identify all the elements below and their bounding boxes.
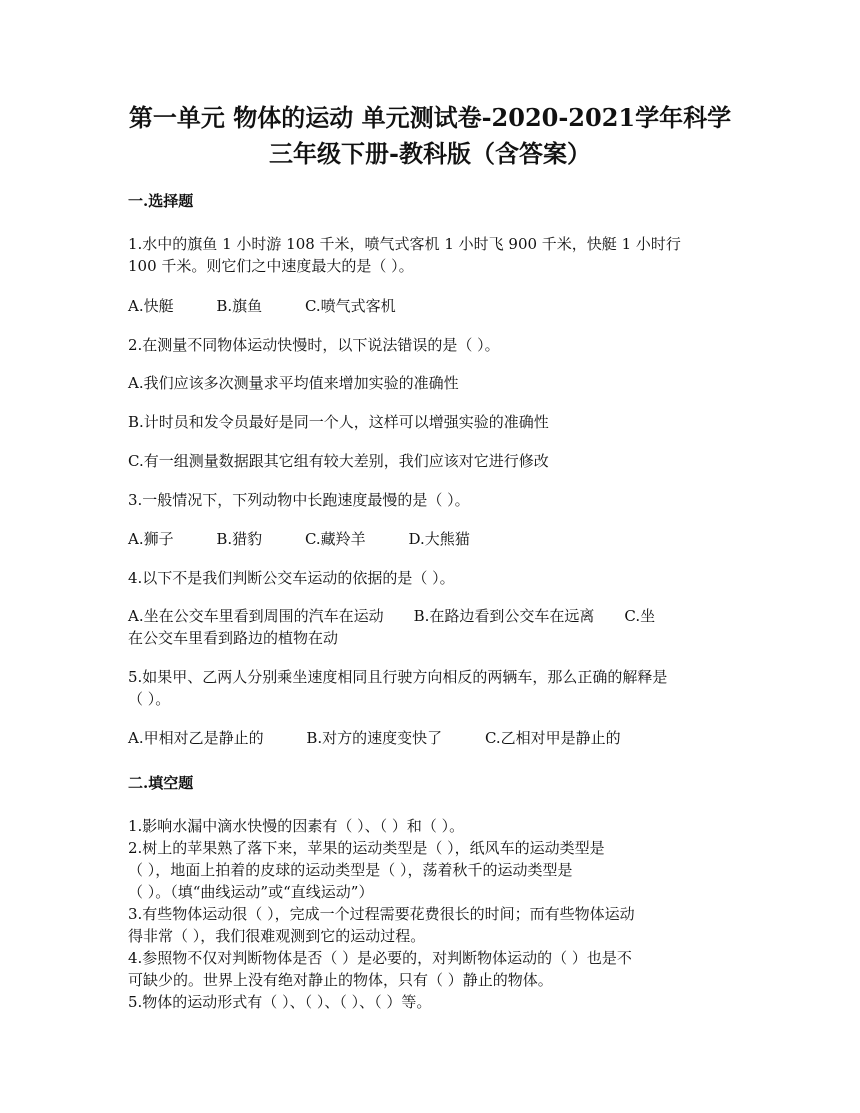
question-5-line-2: （ ）。 (128, 690, 171, 708)
title-line-2: 三年级下册-教科版（含答案） (269, 139, 591, 168)
option-a: A.甲相对乙是静止的 (128, 729, 264, 747)
question-5-options (128, 727, 734, 749)
fill-item-5-line-1: 5.物体的运动形式有（ ）、（ ）、（ ）、（ ）等。 (128, 993, 432, 1011)
fill-item-3-line-2: 得非常（ ），我们很难观测到它的运动过程。 (128, 927, 426, 945)
question-1-line-1: 1.水中的旗鱼 1 小时游 108 千米，喷气式客机 1 小时飞 900 千米，快艇 1 小时行 (128, 235, 681, 253)
option-c: C.喷气式客机 (304, 297, 396, 315)
question-5 (128, 666, 734, 710)
fill-item-4-line-2: 可缺少的。世界上没有绝对静止的物体，只有（ ）静止的物体。 (128, 971, 553, 989)
question-4-options (128, 605, 734, 649)
question-2-option-b: B.计时员和发令员最好是同一个人，这样可以增强实验的准确性 (128, 413, 549, 431)
question-1-line-2: 100 千米。则它们之中速度最大的是（ ）。 (128, 257, 414, 275)
question-1 (128, 233, 734, 277)
option-a: A.狮子 (128, 530, 174, 548)
option-d: D.大熊猫 (408, 530, 470, 548)
document-title (110, 100, 750, 172)
fill-item-2-line-1: 2.树上的苹果熟了落下来，苹果的运动类型是（ ），纸风车的运动类型是 (128, 839, 605, 857)
fill-item-4-line-1: 4.参照物不仅对判断物体是否（ ）是必要的，对判断物体运动的（ ）也是不 (128, 949, 632, 967)
question-4-stem: 4.以下不是我们判断公交车运动的依据的是（ ）。 (128, 569, 455, 587)
option-c: C.乙相对甲是静止的 (484, 729, 621, 747)
section-header-fill-blank: 二.填空题 (128, 774, 194, 792)
option-a: A.快艇 (128, 297, 174, 315)
fill-item-2-line-3: （ ）。（填“曲线运动”或“直线运动”） (128, 883, 374, 901)
option-c: C.藏羚羊 (304, 530, 366, 548)
question-2-option-a: A.我们应该多次测量求平均值来增加实验的准确性 (128, 374, 459, 392)
question-3-options (128, 528, 734, 550)
fill-item-3-line-1: 3.有些物体运动很（ ），完成一个过程需要花费很长的时间；而有些物体运动 (128, 905, 635, 923)
question-1-options (128, 295, 734, 317)
fill-item-1-line-1: 1.影响水漏中滴水快慢的因素有（ ）、（ ）和（ ）。 (128, 817, 465, 835)
fill-blank-list (128, 815, 734, 1013)
option-b: B.猎豹 (216, 530, 263, 548)
question-4-options-line-1: A.坐在公交车里看到周围的汽车在运动 B.在路边看到公交车在远离 C.坐 (128, 607, 656, 625)
title-line-1: 第一单元 物体的运动 单元测试卷-2020-2021学年科学 (128, 103, 732, 132)
fill-item-2-line-2: （ ），地面上拍着的皮球的运动类型是（ ），荡着秋千的运动类型是 (128, 861, 573, 879)
question-2-stem: 2.在测量不同物体运动快慢时，以下说法错误的是（ ）。 (128, 336, 500, 354)
section-header-choice: 一.选择题 (128, 192, 194, 210)
option-b: B.对方的速度变快了 (306, 729, 443, 747)
question-3-stem: 3.一般情况下，下列动物中长跑速度最慢的是（ ）。 (128, 491, 470, 509)
question-5-line-1: 5.如果甲、乙两人分别乘坐速度相同且行驶方向相反的两辆车，那么正确的解释是 (128, 668, 668, 686)
option-b: B.旗鱼 (216, 297, 263, 315)
question-2-option-c: C.有一组测量数据跟其它组有较大差别，我们应该对它进行修改 (128, 452, 549, 470)
question-4-options-line-2: 在公交车里看到路边的植物在动 (128, 629, 339, 647)
